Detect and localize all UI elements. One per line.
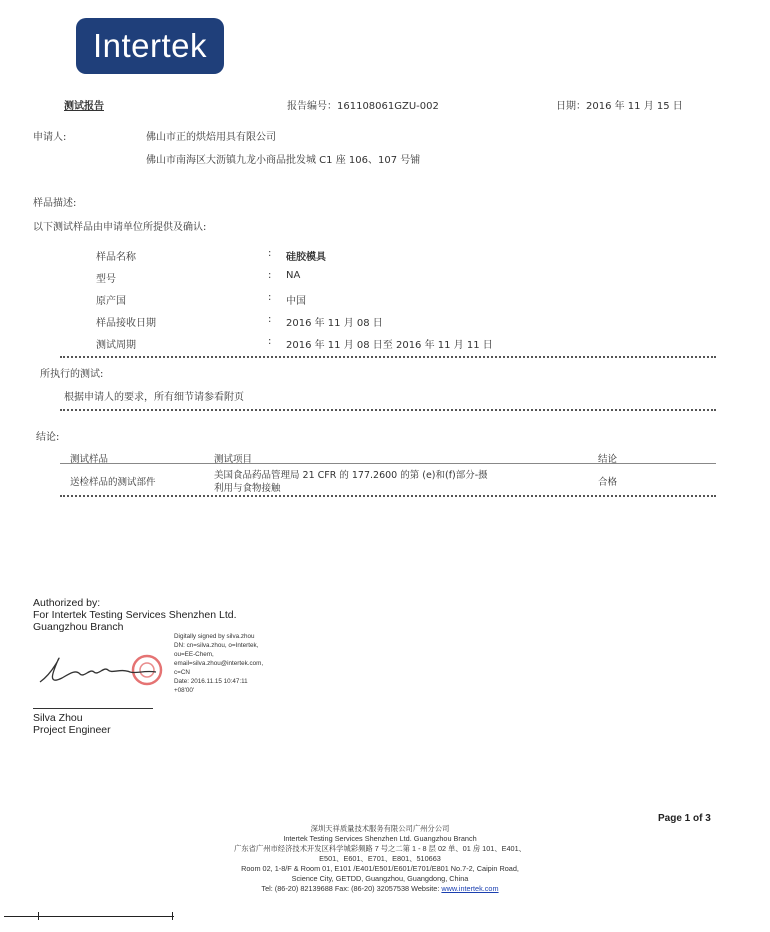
tests-heading: 所执行的测试: (40, 369, 104, 380)
sample-label-name: 样品名称 (96, 252, 136, 263)
applicant-name: 佛山市正的烘焙用具有限公司 (146, 132, 276, 143)
applicant-address: 佛山市南海区大沥镇九龙小商品批发城 C1 座 106、107 号铺 (146, 155, 421, 166)
sample-label-model: 型号 (96, 274, 116, 285)
sample-intro: 以下测试样品由申请单位所提供及确认: (33, 222, 207, 233)
website-link[interactable]: www.intertek.com (441, 884, 499, 893)
footer-company-en: Intertek Testing Services Shenzhen Ltd. Guangzhou Branch (283, 834, 477, 843)
page-number: Page 1 of 3 (658, 813, 711, 824)
sample-colon: : (268, 336, 272, 347)
sample-colon: : (268, 248, 272, 259)
authorized-company: For Intertek Testing Services Shenzhen Ltd. (33, 609, 237, 621)
tests-text: 根据申请人的要求，所有细节请参看附页 (64, 392, 244, 403)
authorized-by: Authorized by: (33, 597, 101, 609)
seal-inner (140, 663, 154, 677)
sample-colon: : (268, 314, 272, 325)
bottom-tick (172, 912, 173, 920)
intertek-logo (76, 18, 224, 74)
sample-value-received: 2016 年 11 月 08 日 (286, 318, 383, 329)
conclusion-heading: 结论: (36, 432, 60, 443)
conclusion-result: 合格 (598, 477, 618, 488)
sample-colon: : (268, 292, 272, 303)
dotted-divider (60, 495, 716, 497)
sample-label-origin: 原产国 (96, 296, 126, 307)
seal-ring (133, 656, 161, 684)
signer-position: Project Engineer (33, 724, 111, 736)
logo-text: Intertek (92, 27, 208, 64)
dotted-divider (60, 356, 716, 358)
conclusion-col-item: 测试项目 (214, 454, 253, 465)
sample-label-received: 样品接收日期 (96, 318, 156, 329)
authorized-branch: Guangzhou Branch (33, 621, 124, 633)
sample-label-period: 测试周期 (96, 340, 136, 351)
footer-address-cn-2: E501、E601、E701、E801、510663 (319, 854, 441, 863)
report-number: 报告编号：161108061GZU-002 (287, 101, 439, 112)
sample-value-name: 硅胶模具 (286, 252, 326, 263)
conclusion-col-sample: 测试样品 (70, 454, 109, 465)
sample-value-origin: 中国 (286, 296, 306, 307)
signature-graphic (32, 642, 182, 698)
footer-address-en-1: Room 02, 1-8/F & Room 01, E101 /E401/E501/E601/E701/E801 No.7-2, Caipin Road, (241, 864, 519, 873)
conclusion-col-result: 结论 (598, 454, 618, 465)
footer-address-cn-1: 广东省广州市经济技术开发区科学城彩频路 7 号之二第 1 - 8 层 02 单、01 房 101、E401、 (234, 844, 526, 853)
applicant-label: 申请人: (33, 132, 67, 143)
digital-signature-note: Digitally signed by silva.zhou DN: cn=silva.zhou, o=Intertek, ou=EE-Chem, email=silva.zhou@intertek.com, c=CN Date: 2016.11.15 10:47:11 +08'00' (174, 633, 264, 694)
sample-heading: 样品描述: (33, 198, 77, 209)
bottom-tick (38, 912, 39, 920)
bottom-rule (4, 916, 174, 917)
signer-name: Silva Zhou (33, 712, 83, 724)
footer-company-cn: 深圳天祥质量技术服务有限公司广州分公司 (310, 824, 450, 833)
sample-value-period: 2016 年 11 月 08 日至 2016 年 11 月 11 日 (286, 340, 493, 351)
signature-line (33, 708, 153, 709)
sample-value-model: NA (286, 270, 301, 281)
conclusion-item-line2: 利用与食物接触 (214, 483, 281, 494)
sample-colon: : (268, 270, 272, 281)
footer-address-en-2: Science City, GETDD, Guangzhou, Guangdong, China (291, 874, 469, 883)
footer-contact (150, 884, 610, 893)
report-date: 日期：2016 年 11 月 15 日 (556, 101, 683, 112)
conclusion-sample: 送检样品的测试部件 (70, 477, 156, 488)
dotted-divider (60, 409, 716, 411)
footer-contact-text: Tel: (86-20) 82139688 Fax: (86-20) 32057538 Website: (261, 884, 442, 893)
report-title: 测试报告 (64, 101, 104, 112)
conclusion-item-line1: 美国食品药品管理局 21 CFR 的 177.2600 的第 (e)和(f)部分-摄 (214, 470, 488, 481)
table-rule (60, 463, 716, 464)
